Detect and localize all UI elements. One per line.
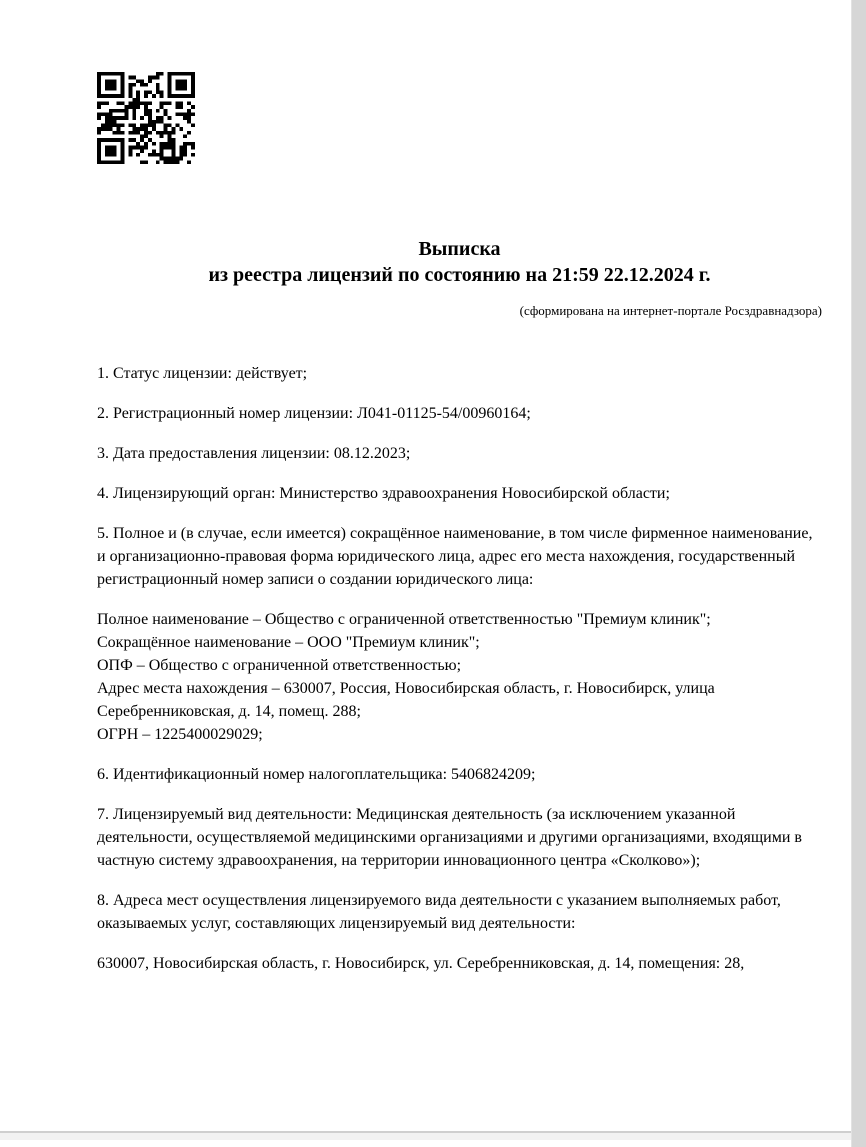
registration-number-paragraph — [97, 402, 822, 425]
paragraph-text: 5. Полное и (в случае, если имеется) сокращённое наименование, в том числе фирменное наименование, и организационно-правовая форма юридического лица, адрес его места нахождения, государственный регистрационный номер записи о создании юридического лица: — [97, 525, 813, 588]
paragraph-text: 630007, Новосибирская область, г. Новосибирск, ул. Серебренниковская, д. 14, помещения: 28, — [97, 955, 745, 972]
paragraph-text: 3. Дата предоставления лицензии: 08.12.2023; — [97, 445, 411, 462]
paragraph-text: 8. Адреса мест осуществления лицензируемого вида деятельности с указанием выполняемых работ, оказываемых услуг, составляющих лицензируемый вид деятельности: — [97, 892, 781, 932]
page-content — [0, 72, 852, 975]
license-status-paragraph — [97, 362, 822, 385]
legal-form-line: ОПФ – Общество с ограниченной ответственностью; — [97, 657, 462, 674]
short-name-line: Сокращённое наименование – ООО "Премиум клиник"; — [97, 634, 480, 651]
ogrn-line: ОГРН – 1225400029029; — [97, 726, 263, 743]
grant-date-paragraph — [97, 442, 822, 465]
qr-code — [97, 72, 195, 164]
page-bottom-edge — [0, 1131, 852, 1140]
paragraph-text: 2. Регистрационный номер лицензии: Л041-01125-54/00960164; — [97, 405, 531, 422]
full-name-line: Полное наименование – Общество с ограниченной ответственностью "Премиум клиник"; — [97, 611, 711, 628]
activity-address-paragraph — [97, 952, 822, 975]
vertical-scrollbar[interactable] — [851, 0, 866, 1147]
organization-details-block — [97, 608, 822, 746]
document-body — [97, 362, 822, 975]
licensed-activity-paragraph — [97, 803, 822, 872]
paragraph-text: 7. Лицензируемый вид деятельности: Медицинская деятельность (за исключением указанной деятельности, осуществляемой медицинскими организациями и другими организациями, входящими в частную систему здравоохранения, на территории инновационного центра «Сколково»); — [97, 806, 802, 869]
paragraph-text: 1. Статус лицензии: действует; — [97, 365, 308, 382]
paragraph-text: 4. Лицензирующий орган: Министерство здравоохранения Новосибирской области; — [97, 485, 670, 502]
document-title — [97, 236, 822, 288]
document-subtitle: (сформирована на интернет-портале Росздравнадзора) — [519, 303, 822, 318]
legal-address-line: Адрес места нахождения – 630007, Россия, Новосибирская область, г. Новосибирск, улица Серебренниковская, д. 14, помещ. 288; — [97, 680, 715, 720]
paragraph-text: 6. Идентификационный номер налогоплательщика: 5406824209; — [97, 766, 536, 783]
title-line-2: из реестра лицензий по состоянию на 21:59 22.12.2024 г. — [208, 264, 711, 286]
title-line-1: Выписка — [418, 238, 501, 260]
organization-name-intro-paragraph — [97, 522, 822, 591]
licensing-authority-paragraph — [97, 482, 822, 505]
taxpayer-id-paragraph — [97, 763, 822, 786]
activity-addresses-intro-paragraph — [97, 889, 822, 935]
